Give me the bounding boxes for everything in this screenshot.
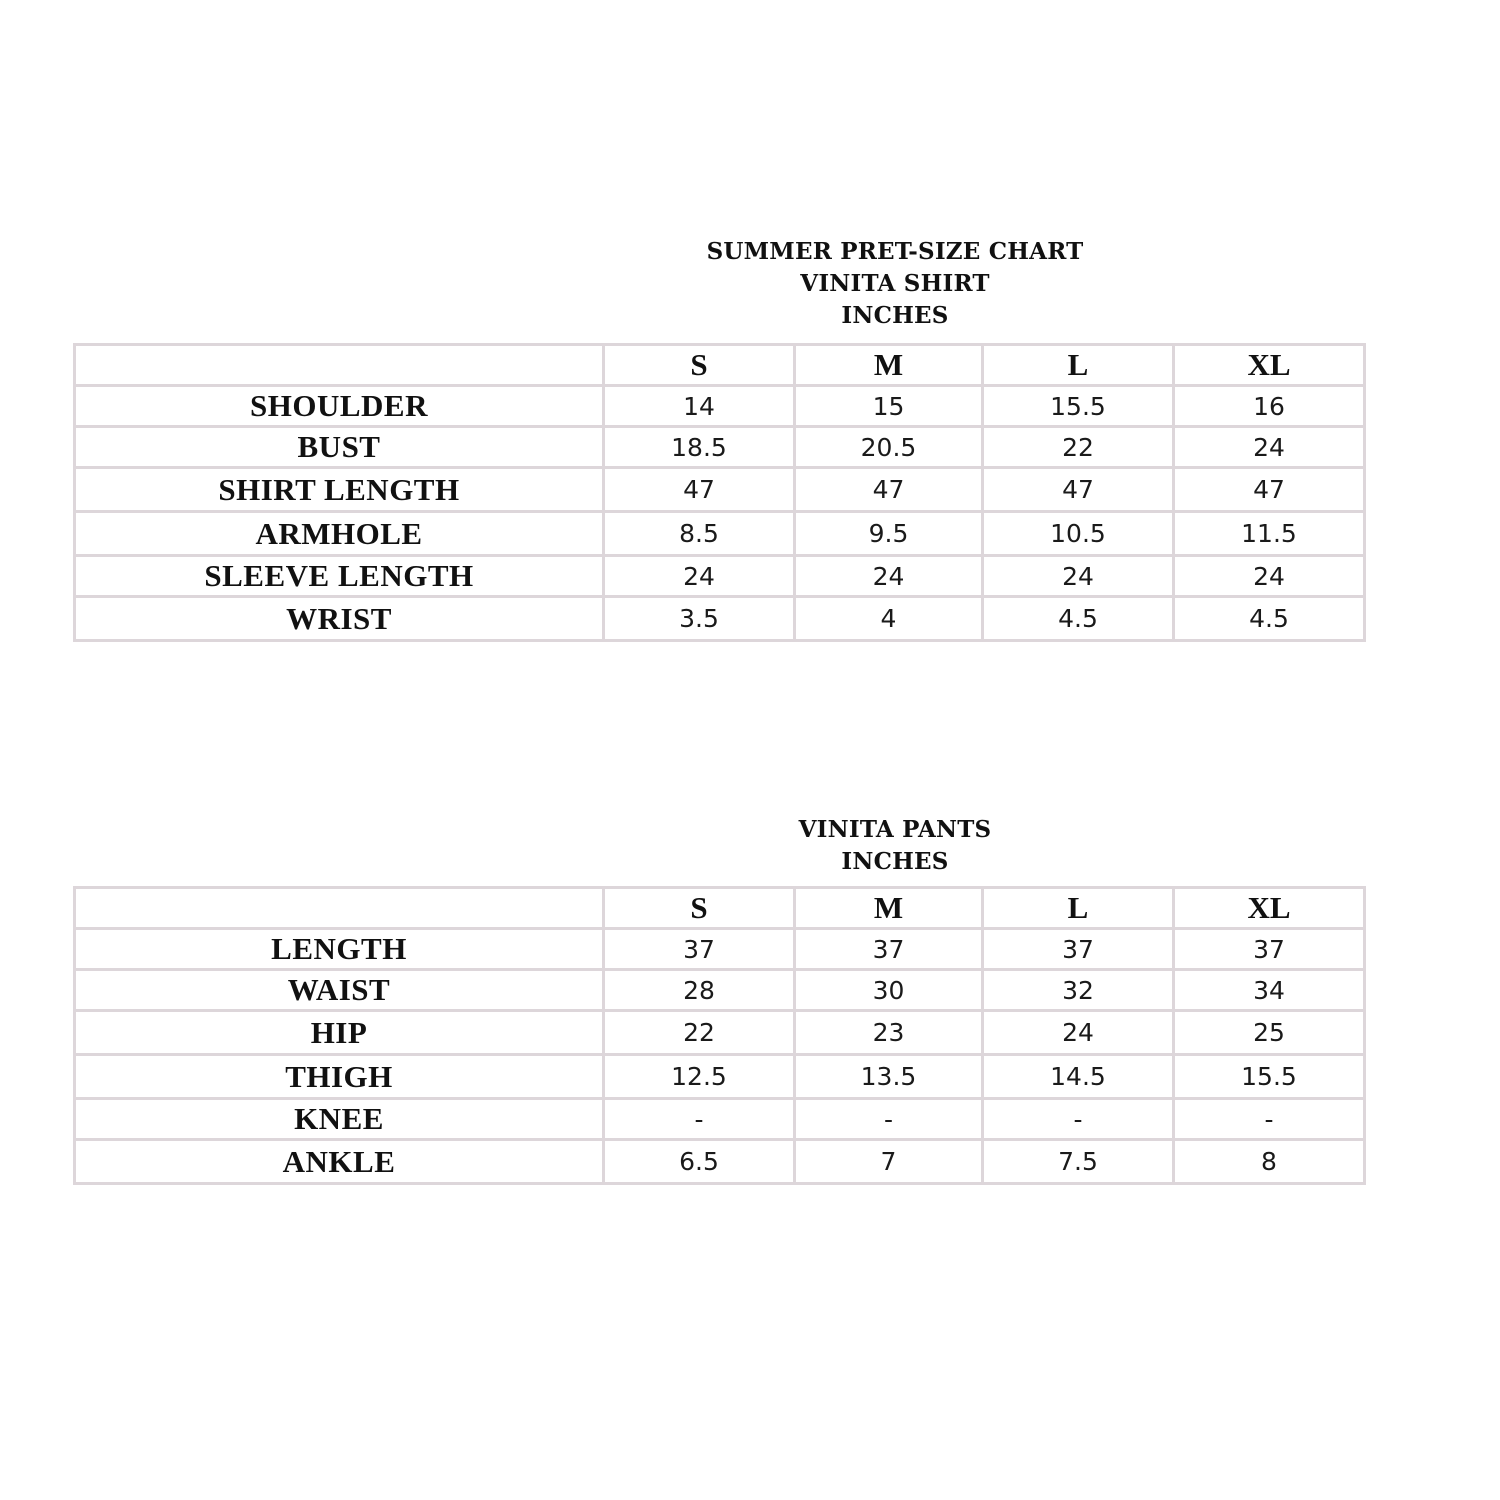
row-label: ARMHOLE — [75, 512, 604, 556]
value-cell: 4.5 — [1174, 597, 1365, 641]
value-cell: 22 — [604, 1011, 795, 1055]
value-cell: 34 — [1174, 970, 1365, 1011]
row-label: THIGH — [75, 1055, 604, 1099]
table-row — [75, 556, 1365, 597]
value-cell: 37 — [1174, 929, 1365, 970]
value-cell: 15 — [795, 386, 983, 427]
value-cell: 47 — [795, 468, 983, 512]
value-cell: 9.5 — [795, 512, 983, 556]
row-label: SHOULDER — [75, 386, 604, 427]
value-cell: 32 — [983, 970, 1174, 1011]
value-cell: 24 — [795, 556, 983, 597]
table-header-row — [75, 888, 1365, 929]
value-cell: 22 — [983, 427, 1174, 468]
shirt-title-line: SUMMER PRET-SIZE CHART — [706, 238, 1084, 265]
value-cell: 8.5 — [604, 512, 795, 556]
table-row — [75, 1140, 1365, 1184]
size-header-l: L — [983, 888, 1174, 929]
value-cell: - — [1174, 1099, 1365, 1140]
value-cell: 4.5 — [983, 597, 1174, 641]
value-cell: 4 — [795, 597, 983, 641]
value-cell: 24 — [983, 1011, 1174, 1055]
table-row — [75, 512, 1365, 556]
shirt-title-line: VINITA SHIRT — [800, 270, 990, 297]
value-cell: 23 — [795, 1011, 983, 1055]
value-cell: 24 — [983, 556, 1174, 597]
value-cell: 15.5 — [983, 386, 1174, 427]
value-cell: 25 — [1174, 1011, 1365, 1055]
value-cell: 30 — [795, 970, 983, 1011]
row-label: WRIST — [75, 597, 604, 641]
size-header-xl: XL — [1174, 345, 1365, 386]
table-row — [75, 929, 1365, 970]
value-cell: 47 — [604, 468, 795, 512]
size-header-m: M — [795, 345, 983, 386]
row-label: SHIRT LENGTH — [75, 468, 604, 512]
value-cell: 24 — [1174, 556, 1365, 597]
value-cell: - — [983, 1099, 1174, 1140]
value-cell: - — [795, 1099, 983, 1140]
row-label: SLEEVE LENGTH — [75, 556, 604, 597]
value-cell: 13.5 — [795, 1055, 983, 1099]
table-header-row — [75, 345, 1365, 386]
table-row — [75, 468, 1365, 512]
value-cell: 18.5 — [604, 427, 795, 468]
header-empty-cell — [75, 888, 604, 929]
value-cell: 14 — [604, 386, 795, 427]
value-cell: 37 — [795, 929, 983, 970]
value-cell: 15.5 — [1174, 1055, 1365, 1099]
table-row — [75, 970, 1365, 1011]
shirt-title-line: INCHES — [841, 302, 949, 329]
value-cell: 37 — [983, 929, 1174, 970]
row-label: WAIST — [75, 970, 604, 1011]
value-cell: 37 — [604, 929, 795, 970]
value-cell: 10.5 — [983, 512, 1174, 556]
shirt-size-chart-title — [600, 236, 1190, 332]
table-row — [75, 1055, 1365, 1099]
size-header-l: L — [983, 345, 1174, 386]
row-label: BUST — [75, 427, 604, 468]
value-cell: 16 — [1174, 386, 1365, 427]
pants-size-table — [73, 886, 1366, 1185]
table-row — [75, 427, 1365, 468]
row-label: LENGTH — [75, 929, 604, 970]
value-cell: 24 — [604, 556, 795, 597]
size-header-xl: XL — [1174, 888, 1365, 929]
value-cell: 12.5 — [604, 1055, 795, 1099]
shirt-size-table — [73, 343, 1366, 642]
value-cell: 14.5 — [983, 1055, 1174, 1099]
row-label: KNEE — [75, 1099, 604, 1140]
pants-title-line: INCHES — [841, 848, 949, 875]
value-cell: 6.5 — [604, 1140, 795, 1184]
table-row — [75, 1099, 1365, 1140]
size-header-s: S — [604, 888, 795, 929]
value-cell: 7.5 — [983, 1140, 1174, 1184]
value-cell: 20.5 — [795, 427, 983, 468]
size-header-m: M — [795, 888, 983, 929]
table-row — [75, 1011, 1365, 1055]
row-label: HIP — [75, 1011, 604, 1055]
pants-title-line: VINITA PANTS — [798, 816, 992, 843]
size-header-s: S — [604, 345, 795, 386]
header-empty-cell — [75, 345, 604, 386]
pants-size-chart-title — [600, 814, 1190, 878]
value-cell: - — [604, 1099, 795, 1140]
value-cell: 8 — [1174, 1140, 1365, 1184]
value-cell: 28 — [604, 970, 795, 1011]
value-cell: 24 — [1174, 427, 1365, 468]
row-label: ANKLE — [75, 1140, 604, 1184]
value-cell: 7 — [795, 1140, 983, 1184]
table-row — [75, 386, 1365, 427]
value-cell: 47 — [983, 468, 1174, 512]
table-row — [75, 597, 1365, 641]
value-cell: 3.5 — [604, 597, 795, 641]
value-cell: 47 — [1174, 468, 1365, 512]
value-cell: 11.5 — [1174, 512, 1365, 556]
